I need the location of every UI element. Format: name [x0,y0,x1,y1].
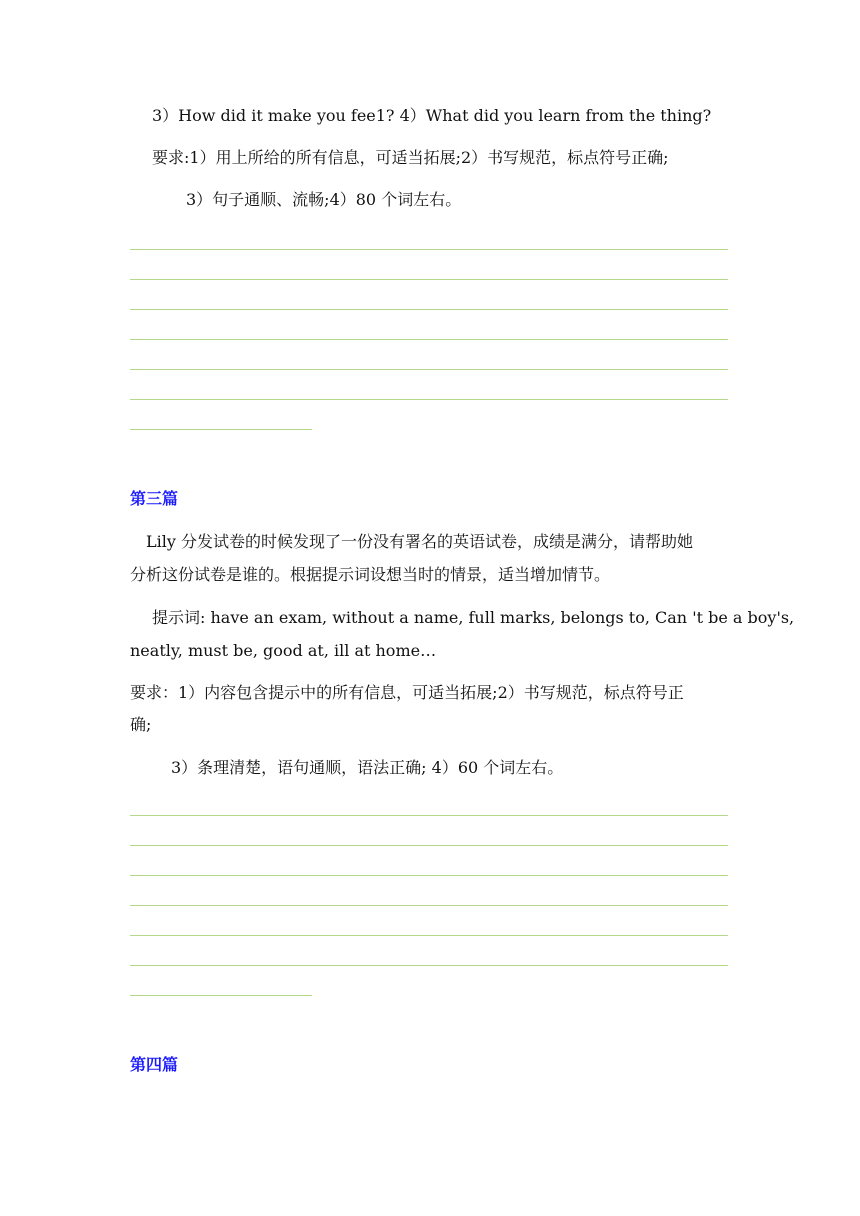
answer-line [130,965,728,966]
answer-line [130,369,728,370]
section-heading-3: 第三篇 [130,489,179,508]
answer-line [130,399,728,400]
answer-line [130,995,312,996]
answer-line [130,905,728,906]
hint-line-2: neatly, must be, good at, ill at home… [130,641,437,660]
prompt-line-2: 分析这份试卷是谁的。根据提示词设想当时的情景，适当增加情节。 [130,565,611,584]
prompt-line-1: Lily 分发试卷的时候发现了一份没有署名的英语试卷，成绩是满分，请帮助她 [146,532,693,551]
requirement-line-1: 要求:1）用上所给的所有信息，可适当拓展;2）书写规范，标点符号正确; [152,148,669,167]
answer-line [130,429,312,430]
requirement-line-1: 要求：1）内容包含提示中的所有信息，可适当拓展;2）书写规范，标点符号正 [130,683,684,702]
requirement-line-3: 3）条理清楚，语句通顺，语法正确; 4）60 个词左右。 [171,758,564,777]
answer-line [130,249,728,250]
hint-line-1: 提示词: have an exam, without a name, full marks, belongs to, Can 't be a boy's, [152,608,795,627]
answer-line [130,815,728,816]
answer-line [130,309,728,310]
answer-line [130,339,728,340]
answer-line [130,935,728,936]
requirement-line-2: 3）句子通顺、流畅;4）80 个词左右。 [186,190,462,209]
question-line: 3）How did it make you fee1? 4）What did you learn from the thing? [152,106,712,125]
answer-line [130,845,728,846]
answer-line [130,875,728,876]
answer-line [130,279,728,280]
requirement-line-2: 确; [130,715,152,734]
section-heading-4: 第四篇 [130,1055,179,1074]
